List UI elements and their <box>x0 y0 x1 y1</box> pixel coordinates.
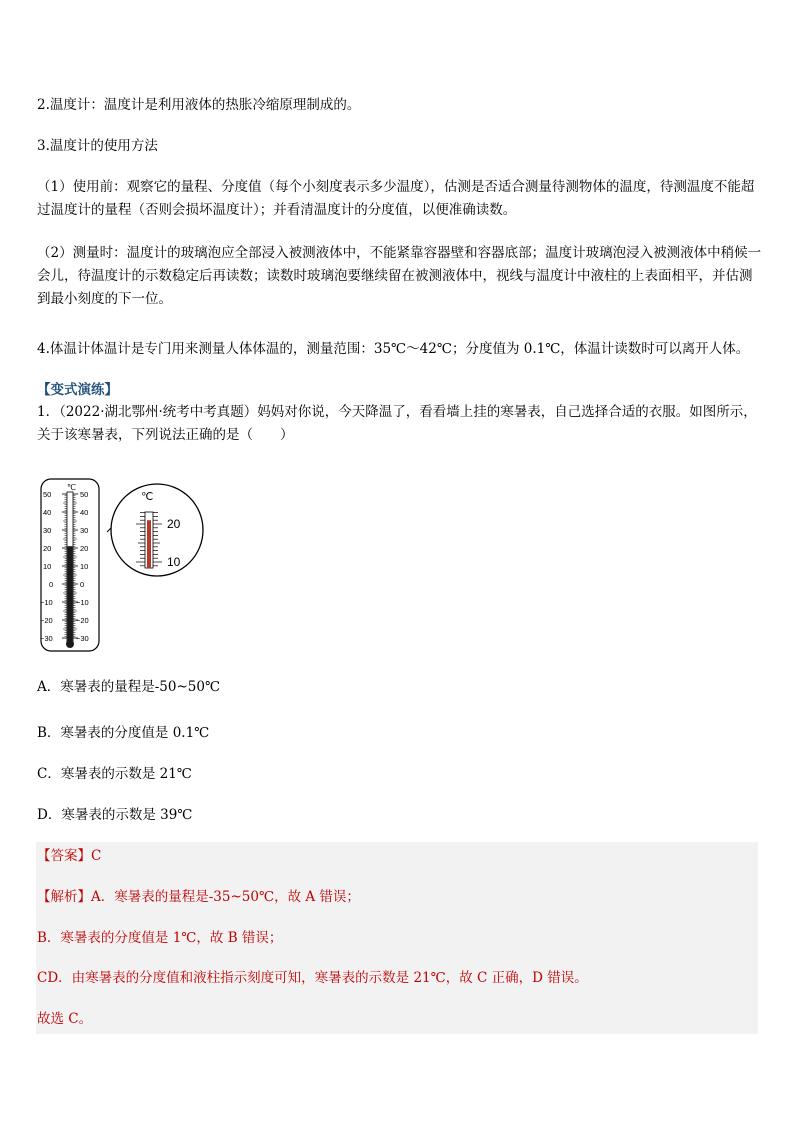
paragraph-usage-title: 3.温度计的使用方法 <box>37 138 158 154</box>
left-scale-label: 0 <box>49 580 54 589</box>
question-stem: 1．（2022·湖北鄂州·统考中考真题）妈妈对你说，今天降温了，看看墙上挂的寒暑表，自己选择合适的衣服。如图所示，关于该寒暑表，下列说法正确的是（ ） <box>37 404 757 443</box>
analysis-cd: CD．由寒暑表的分度值和液柱指示刻度可知，寒暑表的示数是 21℃，故 C 正确，D 错误。 <box>37 970 588 986</box>
answer-line: 【答案】C <box>37 848 102 864</box>
left-scale-label: 30 <box>43 526 52 535</box>
right-scale-label: −20 <box>76 616 89 625</box>
right-scale-label: 30 <box>80 526 89 535</box>
left-scale-label: 10 <box>43 562 52 571</box>
right-scale-label: 10 <box>80 562 89 571</box>
option-c[interactable]: C．寒暑表的示数是 21℃ <box>37 766 192 782</box>
thermometer-unit-label: ℃ <box>67 483 76 492</box>
right-scale-label: −30 <box>76 634 89 643</box>
right-scale-label: 20 <box>80 544 89 553</box>
paragraph-before-use: （1）使用前：观察它的量程、分度值（每个小刻度表示多少温度），估测是否适合测量待测物体的温度，待测温度不能超过温度计的量程（否则会损坏温度计）；并看清温度计的分度值，以便准确读数。 <box>37 179 755 218</box>
zoom-liquid-column <box>147 520 151 568</box>
analysis-b: B．寒暑表的分度值是 1℃，故 B 错误； <box>37 930 283 946</box>
right-scale-label: 0 <box>80 580 85 589</box>
left-scale-label: −20 <box>40 616 53 625</box>
left-scale-label: −30 <box>40 634 53 643</box>
section-heading: 【变式演练】 <box>37 382 118 398</box>
left-scale-label: 40 <box>43 508 52 517</box>
left-scale-label: 20 <box>43 544 52 553</box>
option-d[interactable]: D．寒暑表的示数是 39℃ <box>37 807 193 823</box>
left-scale-label: 50 <box>43 490 52 499</box>
thermometer-bulb <box>66 640 74 648</box>
right-scale-label: −10 <box>76 598 89 607</box>
paragraph-clinical-thermometer: 4.体温计体温计是专门用来测量人体体温的，测量范围：35℃～42℃；分度值为 0.1℃，体温计读数时可以离开人体。 <box>37 341 750 357</box>
analysis-a: 【解析】A．寒暑表的量程是-35~50℃，故 A 错误； <box>37 889 360 905</box>
zoom-label-10: 10 <box>167 555 181 569</box>
left-scale-label: −10 <box>40 598 53 607</box>
right-scale-label: 50 <box>80 490 89 499</box>
magnified-illustration <box>105 478 205 580</box>
right-scale-label: 40 <box>80 508 89 517</box>
zoom-label-20: 20 <box>167 517 181 531</box>
paragraph-thermometer-principle: 2.温度计：温度计是利用液体的热胀冷缩原理制成的。 <box>37 97 361 113</box>
zoom-unit-label: ℃ <box>141 491 154 503</box>
thermometer-liquid-column <box>68 546 73 642</box>
paragraph-during-measurement: （2）测量时：温度计的玻璃泡应全部浸入被测液体中，不能紧靠容器壁和容器底部；温度计玻璃泡浸入被测液体中稍候一会儿，待温度计的示数稳定后再读数；读数时玻璃泡要继续留在被测液体中，视线与温度计中液柱的上表面相平，并估测到最小刻度的下一位。 <box>37 245 762 307</box>
analysis-conclusion: 故选 C。 <box>37 1011 93 1027</box>
magnified-view <box>105 478 205 580</box>
option-a[interactable]: A．寒暑表的量程是-50~50℃ <box>37 679 221 695</box>
option-b[interactable]: B．寒暑表的分度值是 0.1℃ <box>37 725 210 741</box>
